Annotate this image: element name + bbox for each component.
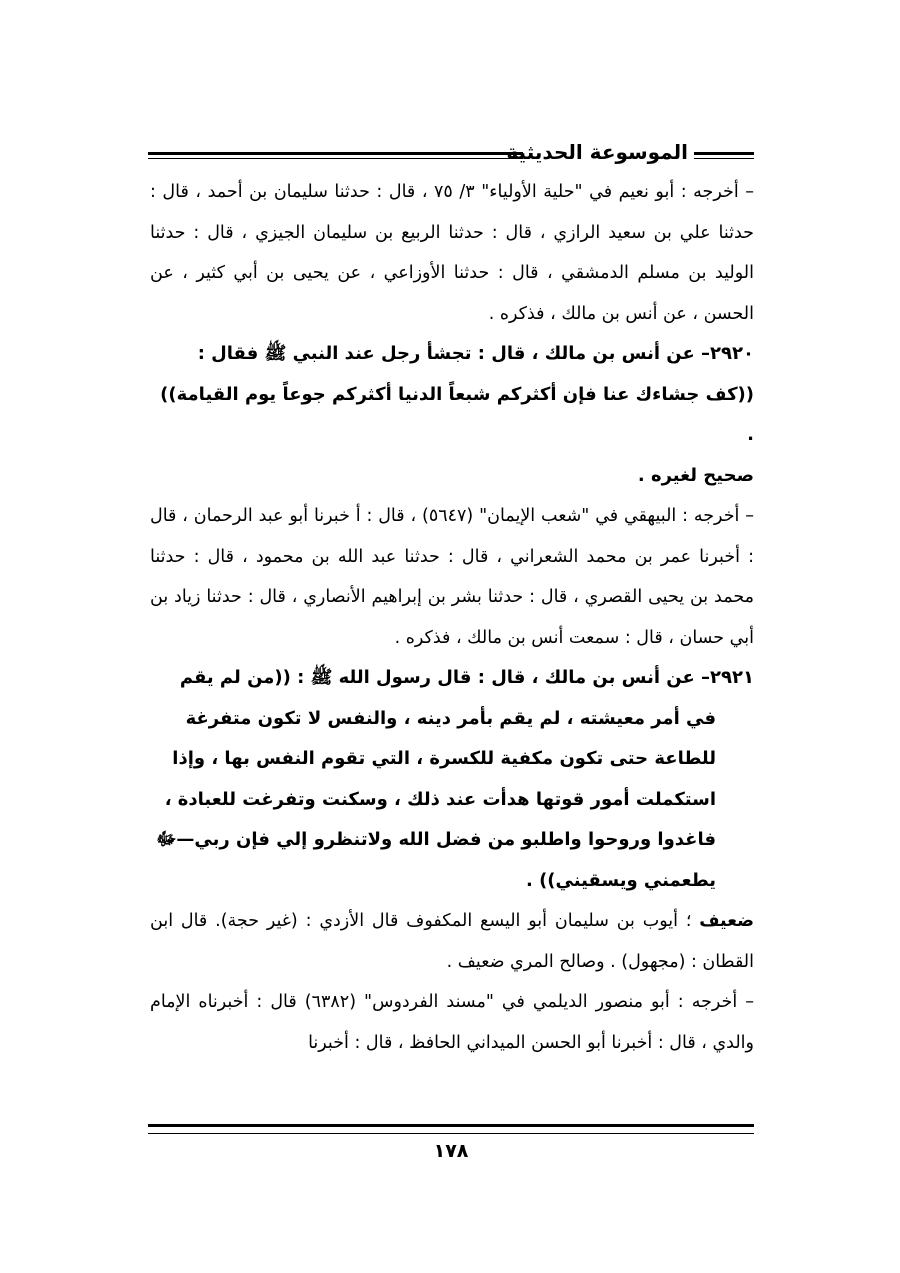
page-number: ١٧٨ bbox=[433, 1140, 469, 1162]
header-rule-left bbox=[148, 152, 523, 159]
hadith-2921-first-line: ٢٩٢١– عن أنس بن مالك ، قال : قال رسول الله ﷺ : ((من لم يقم bbox=[179, 667, 754, 688]
hadith-2921-grading bbox=[150, 901, 754, 982]
takhrij-paragraph-1: – أخرجه : أبو نعيم في "حلية الأولياء" ٣/ ٧٥ ، قال : حدثنا سليمان بن أحمد ، قال : حدثنا علي بن سعيد الرازي ، قال : حدثنا الربيع بن سليمان الجيزي ، قال : حدثنا الوليد بن مسلم الدمشقي ، قال : حدثنا الأوزاعي ، عن يحيى بن أبي كثير ، عن الحسن ، عن أنس بن مالك ، فذكره . bbox=[150, 182, 754, 324]
header-rule-right bbox=[694, 152, 754, 159]
hadith-2921 bbox=[150, 658, 754, 901]
takhrij-paragraph-3: – أخرجه : أبو منصور الديلمي في "مسند الفردوس" (٦٣٨٢) قال : أخبرناه الإمام والدي ، قال : أخبرنا أبو الحسن الميداني الحافظ ، قال : أخبرنا bbox=[150, 992, 754, 1053]
page-header bbox=[148, 138, 754, 174]
grade-label-weak: ضعيف bbox=[699, 911, 754, 931]
page-body bbox=[150, 172, 754, 1063]
hadith-2921-text: في أمر معيشته ، لم يقم بأمر دينه ، والنفس لا تكون متفرغة للطاعة حتى تكون مكفية للكسرة ، التي تقوم النفس بها ، وإذا استكملت أمور قوتها هدأت عند ذلك ، وسكنت وتفرغت للعبادة ، فاغدوا وروحوا واطلبو من فضل الله ولاتنظرو إلي فإن ربي—ﷻ يطعمني ويسقيني)) . bbox=[156, 707, 716, 891]
hadith-2920: ٢٩٢٠– عن أنس بن مالك ، قال : تجشأ رجل عند النبي ﷺ فقال : ((كف جشاءك عنا فإن أكثركم شبعاً الدنيا أكثركم جوعاً يوم القيامة)) . bbox=[160, 343, 754, 445]
takhrij-paragraph-2: – أخرجه : البيهقي في "شعب الإيمان" (٥٦٤٧) ، قال : أ خبرنا أبو عبد الرحمان ، قال : أخبرنا عمر بن محمد الشعراني ، قال : حدثنا عبد الله بن محمود ، قال : حدثنا محمد بن يحيى القصري ، قال : حدثنا بشر بن إبراهيم الأنصاري ، قال : حدثنا زياد بن أبي حسان ، قال : سمعت أنس بن مالك ، فذكره . bbox=[150, 506, 754, 648]
running-title: الموسوعة الحديثية bbox=[506, 140, 688, 164]
grade-explanation: ؛ أيوب بن سليمان أبو اليسع المكفوف قال الأزدي : (غير حجة). قال ابن القطان : (مجهول) . وصالح المري ضعيف . bbox=[150, 911, 754, 972]
footer-rule bbox=[148, 1124, 754, 1134]
hadith-grade-2920: صحيح لغيره . bbox=[637, 464, 754, 486]
